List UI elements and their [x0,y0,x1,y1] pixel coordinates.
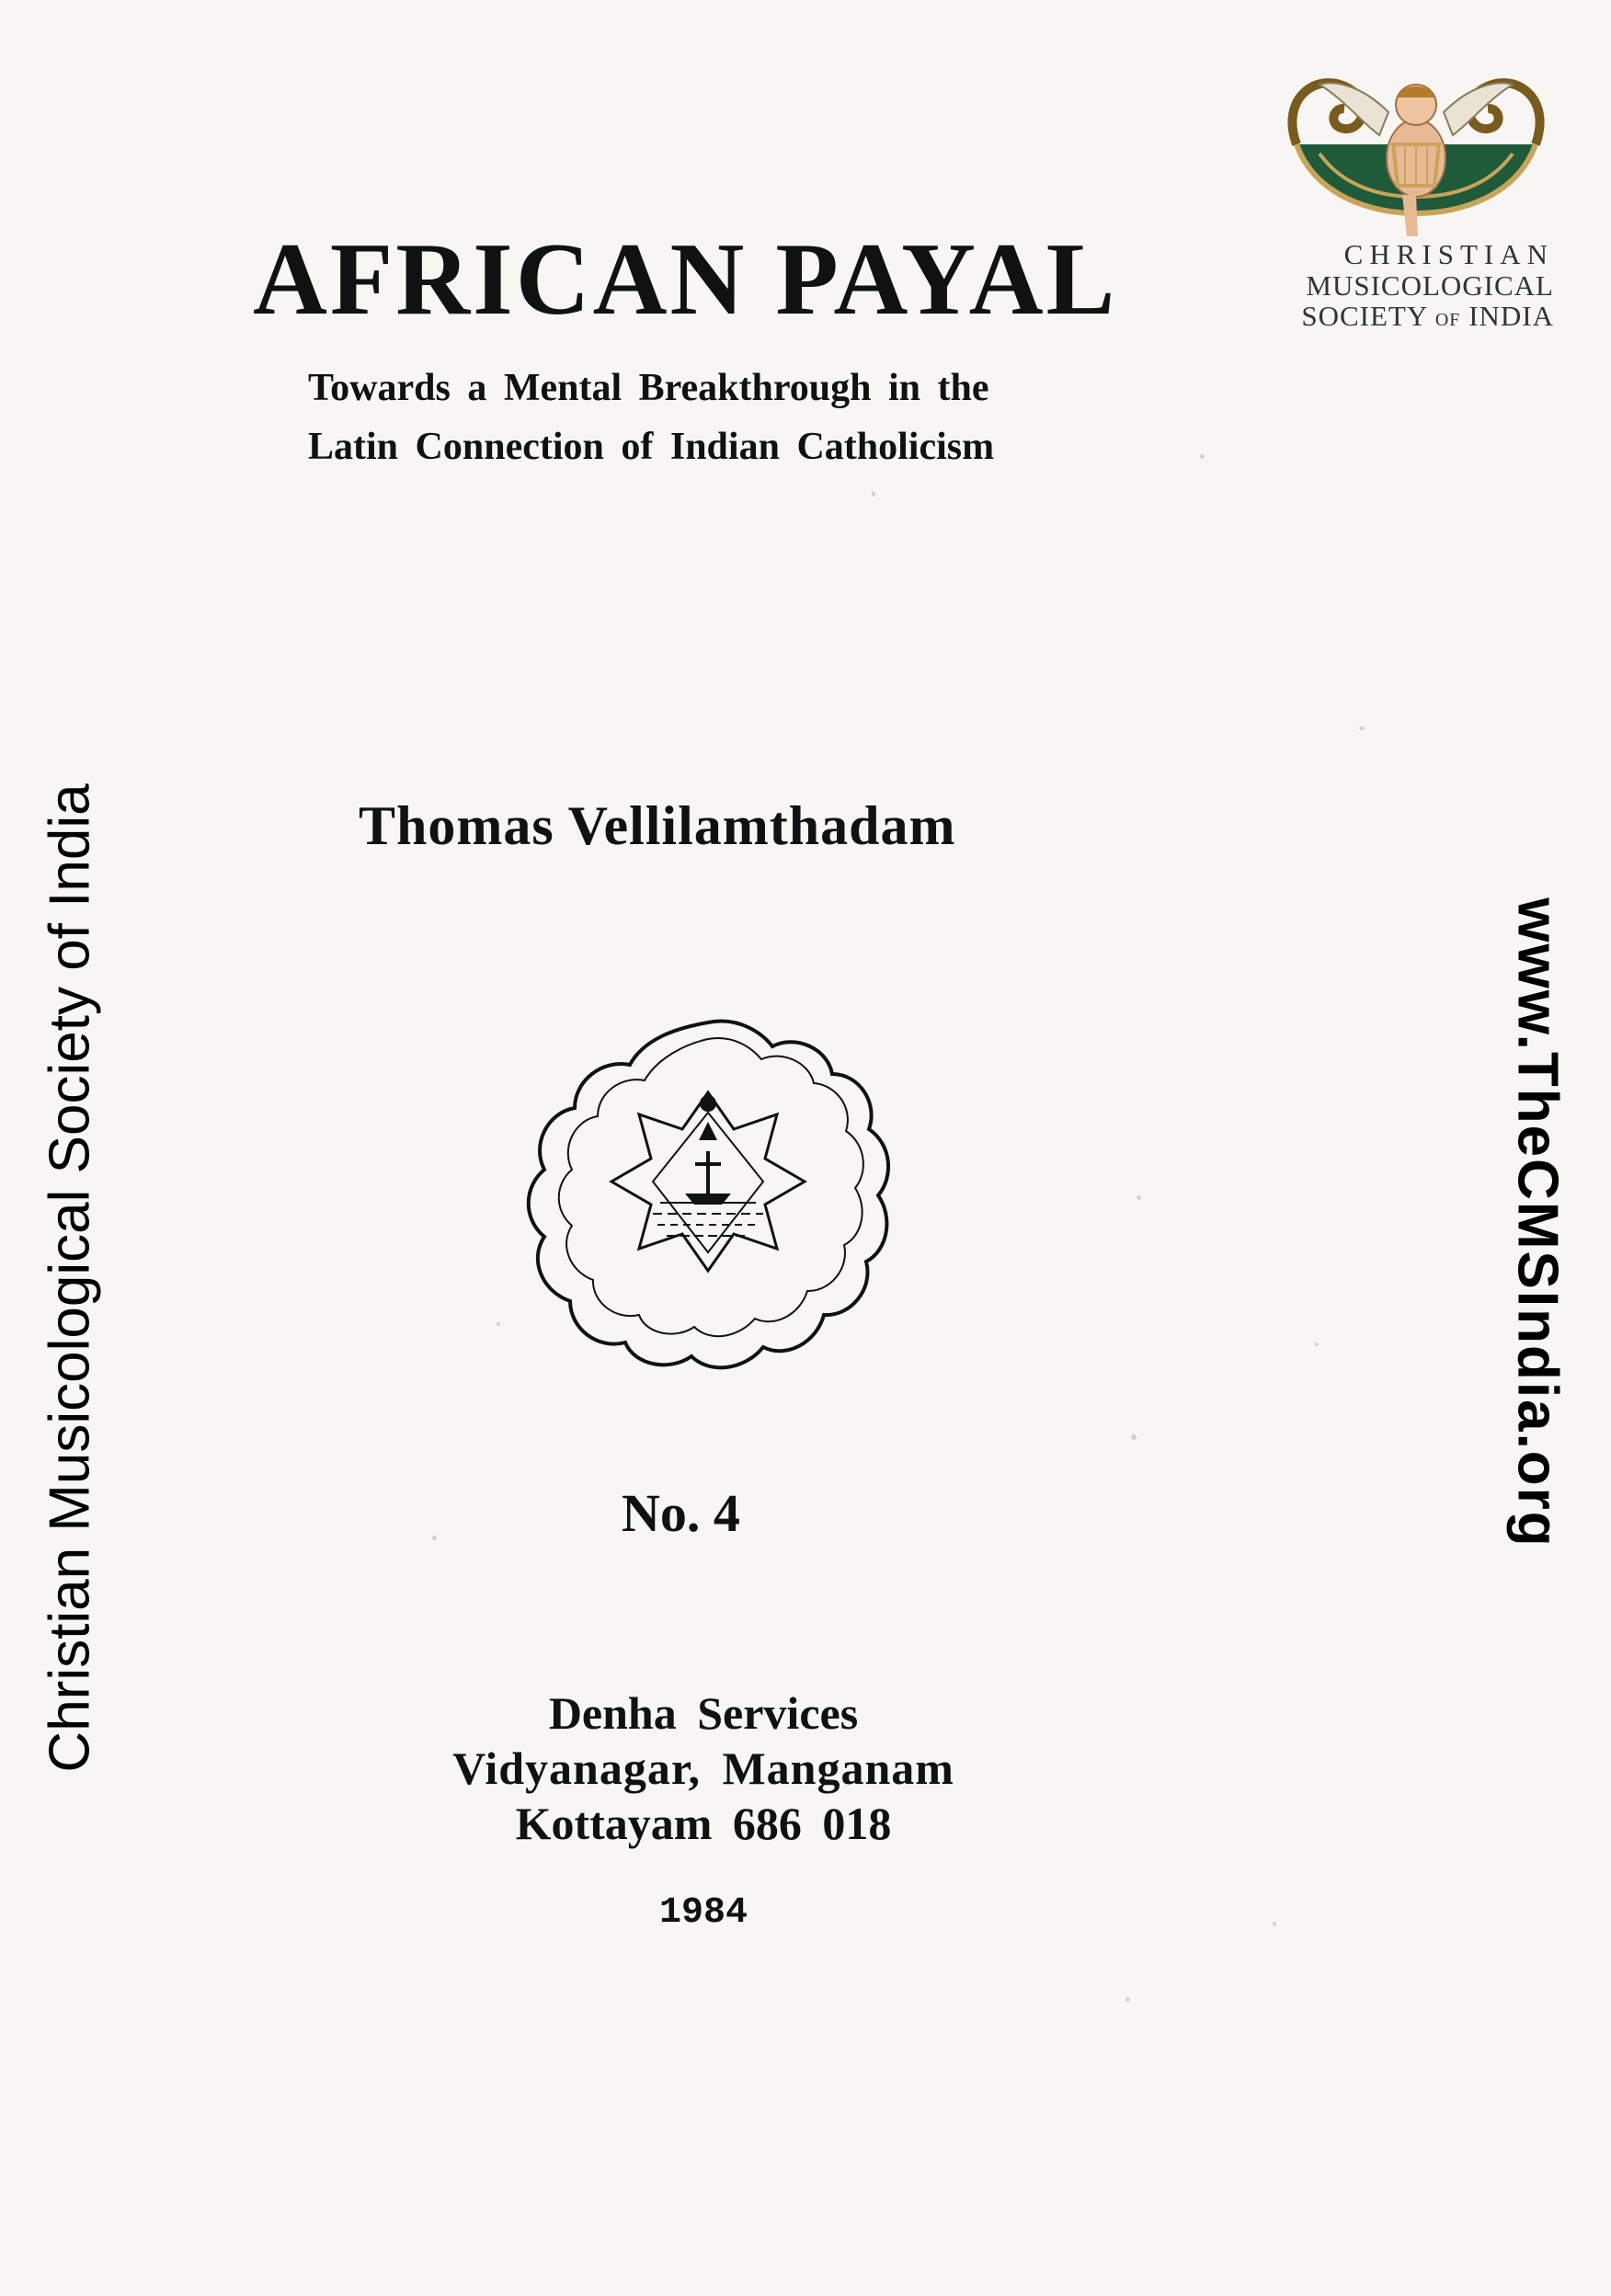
logo-text-of: OF [1434,310,1461,330]
book-title: AFRICAN PAYAL [253,223,1118,337]
subtitle-line-2: Latin Connection of Indian Catholicism [308,426,995,468]
paper-speck [1137,1195,1141,1200]
logo-text-line-2: MUSICOLOGICAL [1306,269,1554,302]
side-watermark-website: www.TheCMSIndia.org [1505,897,1570,1548]
logo-text-india: INDIA [1460,300,1554,332]
publisher-city-line: Kottayam 686 018 [515,1798,892,1849]
side-watermark-society-name: Christian Musicological Society of India [38,783,102,1773]
publisher-name: Denha Services [548,1687,859,1739]
subtitle-line-1: Towards a Mental Breakthrough in the [308,367,989,409]
paper-speck [1200,454,1205,459]
series-number: No. 4 [622,1483,740,1543]
logo-text-society: SOCIETY [1301,300,1435,332]
paper-speck [1273,1922,1276,1925]
paper-speck [1125,1997,1130,2002]
denha-services-seal-icon [497,1011,920,1379]
author-name: Thomas Vellilamthadam [359,795,956,856]
angel-harp-crest-icon [1269,57,1563,246]
logo-text-line-1: CHRISTIAN [1343,238,1554,270]
paper-speck [1315,1342,1319,1346]
publisher-address-line: Vidyanagar, Manganam [452,1742,954,1794]
publication-year: 1984 [659,1892,748,1934]
logo-text-line-3 [1301,300,1554,333]
paper-speck [432,1536,437,1540]
paper-speck [872,491,875,497]
paper-speck [1359,726,1365,730]
paper-speck [1131,1434,1137,1440]
